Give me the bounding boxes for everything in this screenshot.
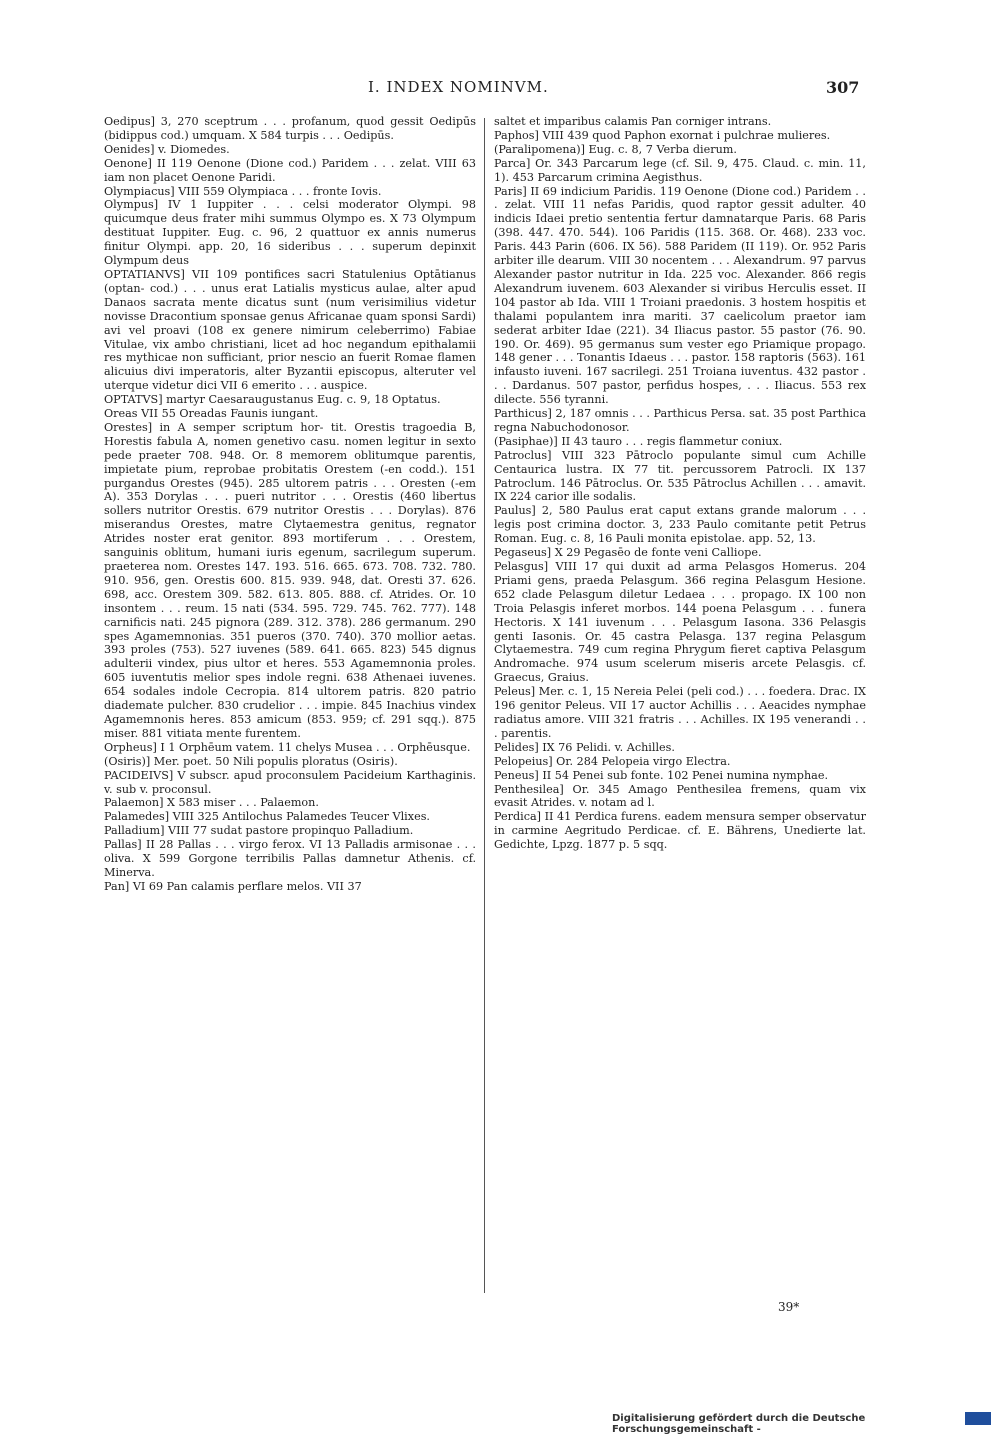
index-entry: Orpheus] I 1 Orphēum vatem. 11 chelys Musea . . . Orphēusque. [104, 740, 471, 754]
page-header [0, 78, 1000, 108]
column-divider [484, 118, 485, 1293]
right-column [494, 115, 866, 852]
index-entry: Parca] Or. 343 Parcarum lege (cf. Sil. 9, 475. Claud. c. min. 11, 1). 453 Parcarum crimina Aegisthus. [494, 156, 866, 184]
index-entry: Pelasgus] VIII 17 qui duxit ad arma Pelasgos Homerus. 204 Priami gens, praeda Pelasgum. 366 regina Pelasgum Hesione. 652 clade Pelasgum diletur Ledaea . . . propago. IX 100 non Troia Pelasgis inferet morbos. 144 poena Pelasgum . . . funera Hectoris. X 141 iuvenum . . . Pelasgum Iasona. 336 Pelasgis genti Iasonis. Or. 45 castra Pelasga. 137 regina Pelasgum Clytaemestra. 749 cum regina Phrygum fieret captiva Pelasgum Andromache. 974 usum scelerum miseris arcete Pelasgis. cf. Graecus, Graius. [494, 560, 866, 685]
index-entry: Perdica] II 41 Perdica furens. eadem mensura semper observatur in carmine Aegritudo Perdicae. cf. E. Bährens, Unedierte lat. Gedichte, Lpzg. 1877 p. 5 sqq. [494, 810, 866, 852]
index-entry: Oenides] v. Diomedes. [104, 142, 230, 156]
index-entry: Patroclus] VIII 323 Pātroclo populante simul cum Achille Centaurica lustra. IX 77 tit. percussorem Patrocli. IX 137 Patroclum. 146 Pātroclus. Or. 535 Pātroclus Achillen . . . amavit. IX 224 carior ille sodalis. [494, 448, 866, 504]
index-entry: Palamedes] VIII 325 Antilochus Palamedes Teucer Vlixes. [104, 810, 430, 824]
dfg-logo-icon [965, 1412, 991, 1425]
index-entry: Orestes] in A semper scriptum hor- tit. Orestis tragoedia B, Horestis fabula A, nomen genetivo casu. nomen legitur in sexto pede praeter 708. 948. Or. 8 memorem oblitumque parentis, impietate pium, reprobae probitatis Orestem (-en codd.). 151 purgandus Orestes (945). 285 ultorem patris . . . Oresten (-em A). 353 Dorylas . . . pueri nutritor . . . Orestis (460 libertus sollers nutritor Orestis. 679 nutritor Orestis . . . Dorylas). 876 miserandus Orestes, matre Clytaemestra genitus, regnator Atrides noster erat genitor. 893 mortiferum . . . Orestem, sanguinis oblitum, humani iuris egenum, sacrilegum superum. praeterea nom. Orestes 147. 193. 516. 665. 673. 708. 732. 780. 910. 956, gen. Orestis 600. 815. 939. 948, dat. Oresti 37. 626. 698, acc. Orestem 309. 582. 613. 805. 888. cf. Atrides. Or. 10 insontem . . . reum. 15 nati (534. 595. 729. 745. 762. 777). 148 carnificis nati. 245 pignora (289. 312. 378). 286 germanum. 290 spes Agamemnonias. 351 pueros (370. 740). 370 mollior aetas. 393 proles (753). 527 iuvenes (589. 641. 665. 823) 545 dignus adulterii vindex, pius ultor et heres. 553 Agamemnonia proles. 605 iuventutis melior spes indole regni. 638 Athenaei iuvenes. 654 sodales indole Cecropia. 814 ultorem patris. 820 patrio diademate pulcher. 830 crudelior . . . impie. 845 Inachius vindex Agamemnonis heres. 853 amicum (853. 959; cf. 291 sqq.). 875 miser. 881 vitiata mente furentem. [104, 420, 476, 740]
index-entry: Peneus] II 54 Penei sub fonte. 102 Penei numina nymphae. [494, 768, 828, 782]
index-entry: (Osiris)] Mer. poet. 50 Nili populis ploratus (Osiris). [104, 754, 398, 768]
index-entry: Olympus] IV 1 Iuppiter . . . celsi moderator Olympi. 98 quicumque deus frater mihi summus Olympo es. X 73 Olympum destituat Iuppiter. Eug. c. 96, 2 quattuor ex annis numerus finitur Olympi. app. 20, 16 sideribus . . . superum depinxit Olympum deus [104, 198, 476, 268]
index-entry: Palaemon] X 583 miser . . . Palaemon. [104, 796, 319, 810]
index-entry: PACIDEIVS] V subscr. apud proconsulem Pacideium Karthaginis. v. sub v. proconsul. [104, 768, 476, 796]
left-column [104, 115, 476, 894]
index-entry: Palladium] VIII 77 sudat pastore propinquo Palladium. [104, 824, 414, 838]
page-number: 307 [826, 78, 860, 97]
index-entry: Pelopeius] Or. 284 Pelopeia virgo Electra. [494, 754, 731, 768]
index-entry: Oedipus] 3, 270 sceptrum . . . profanum, quod gessit Oedipūs (bidippus cod.) umquam. X 584 turpis . . . Oedipūs. [104, 115, 476, 142]
footer-credit: Digitalisierung gefördert durch die Deutsche Forschungsgemeinschaft - [612, 1413, 866, 1435]
index-entry: OPTATVS] martyr Caesaraugustanus Eug. c. 9, 18 Optatus. [104, 393, 441, 407]
index-entry: (Pasiphae)] II 43 tauro . . . regis flammetur coniux. [494, 434, 783, 448]
index-entry: Paris] II 69 indicium Paridis. 119 Oenone (Dione cod.) Paridem . . . zelat. VIII 11 nefas Paridis, quod raptor gessit adulter. 40 indicis Idaei pretio sententia fertur damnatarque Paris. 68 Paris (398. 447. 470. 544). 106 Paridis (115. 368. Or. 468). 233 voc. Paris. 443 Parin (606. IX 56). 588 Paridem (II 119). Or. 952 Paris arbiter ille dearum. VIII 30 nocentem . . . Alexandrum. 97 parvus Alexander pastor nutritur in Ida. 225 voc. Alexander. 866 regis Alexandrum iuvenem. 603 Alexander si viribus Herculis esset. II 104 pastor ab Ida. VIII 1 Troiani praedonis. 3 hostem hospitis et thalami populantem inra mariti. 37 caelicolum praetor iam sederat arbiter Idae (221). 34 Iliacus pastor. 55 pastor (76. 90. 190. Or. 469). 95 germanus sum vester ego Priamique propago. 148 gener . . . Tonantis Idaeus . . . pastor. 158 raptoris (563). 161 infausto iuveni. 167 sacrilegi. 251 Troiana iuventus. 432 pastor . . . Dardanus. 507 pastor, perfidus hospes, . . . Iliacus. 553 rex dilecte. 556 tyranni. [494, 184, 866, 407]
index-entry: Pegaseus] X 29 Pegasēo de fonte veni Calliope. [494, 546, 762, 560]
index-entry: Parthicus] 2, 187 omnis . . . Parthicus Persa. sat. 35 post Parthica regna Nabuchodonosor. [494, 407, 866, 434]
index-entry: (Paralipomena)] Eug. c. 8, 7 Verba dierum. [494, 142, 737, 156]
index-entry: Paulus] 2, 580 Paulus erat caput extans grande malorum . . . legis post crimina doctor. 3, 233 Paulo comitante petit Petrus Roman. Eug. c. 8, 16 Pauli monita epistolae. app. 52, 13. [494, 504, 866, 546]
index-entry: saltet et imparibus calamis Pan corniger intrans. [494, 115, 772, 128]
signature-mark: 39* [778, 1300, 800, 1314]
page-title: I. INDEX NOMINVM. [368, 78, 549, 96]
index-entry: Oenone] II 119 Oenone (Dione cod.) Paridem . . . zelat. VIII 63 iam non placet Oenone Paridi. [104, 156, 476, 184]
index-entry: Pan] VI 69 Pan calamis perflare melos. VII 37 [104, 879, 362, 893]
index-entry: Paphos] VIII 439 quod Paphon exornat i pulchrae mulieres. [494, 128, 831, 142]
index-entry: Penthesilea] Or. 345 Amago Penthesilea fremens, quam vix evasit Atrides. v. notam ad l. [494, 782, 866, 810]
index-entry: Pelides] IX 76 Pelidi. v. Achilles. [494, 740, 675, 754]
index-entry: Olympiacus] VIII 559 Olympiaca . . . fronte Iovis. [104, 184, 382, 198]
index-entry: Oreas VII 55 Oreadas Faunis iungant. [104, 407, 319, 421]
index-entry: Peleus] Mer. c. 1, 15 Nereia Pelei (peli cod.) . . . foedera. Drac. IX 196 genitor Peleus. VII 17 auctor Achillis . . . Aeacides nymphae radiatus amore. VIII 321 fratris . . . Achilles. IX 195 venerandi . . . parentis. [494, 685, 866, 740]
index-entry: Pallas] II 28 Pallas . . . virgo ferox. VI 13 Palladis armisonae . . . oliva. X 599 Gorgone terribilis Pallas damnetur Athenis. cf. Minerva. [104, 838, 476, 879]
index-entry: OPTATIANVS] VII 109 pontifices sacri Statulenius Optātianus (optan- cod.) . . . unus erat Latialis mysticus aulae, alter apud Danaos sacrata mente dicatus sunt (num verisimilius videtur novisse Dracontium sponsae genus Africanae quam sponsi Sardi) avi vel proavi (108 ex genere nimirum celeberrimo) Fabiae Vitulae, vix ambo christiani, licet ad hoc negandum epithalamii res mythicae non sufficiant, prior nescio an fuerit Romae flamen alicuius divi imperatoris, alter Byzantii episcopus, alteruter vel uterque videtur dici VII 6 emerito . . . auspice. [104, 267, 476, 393]
